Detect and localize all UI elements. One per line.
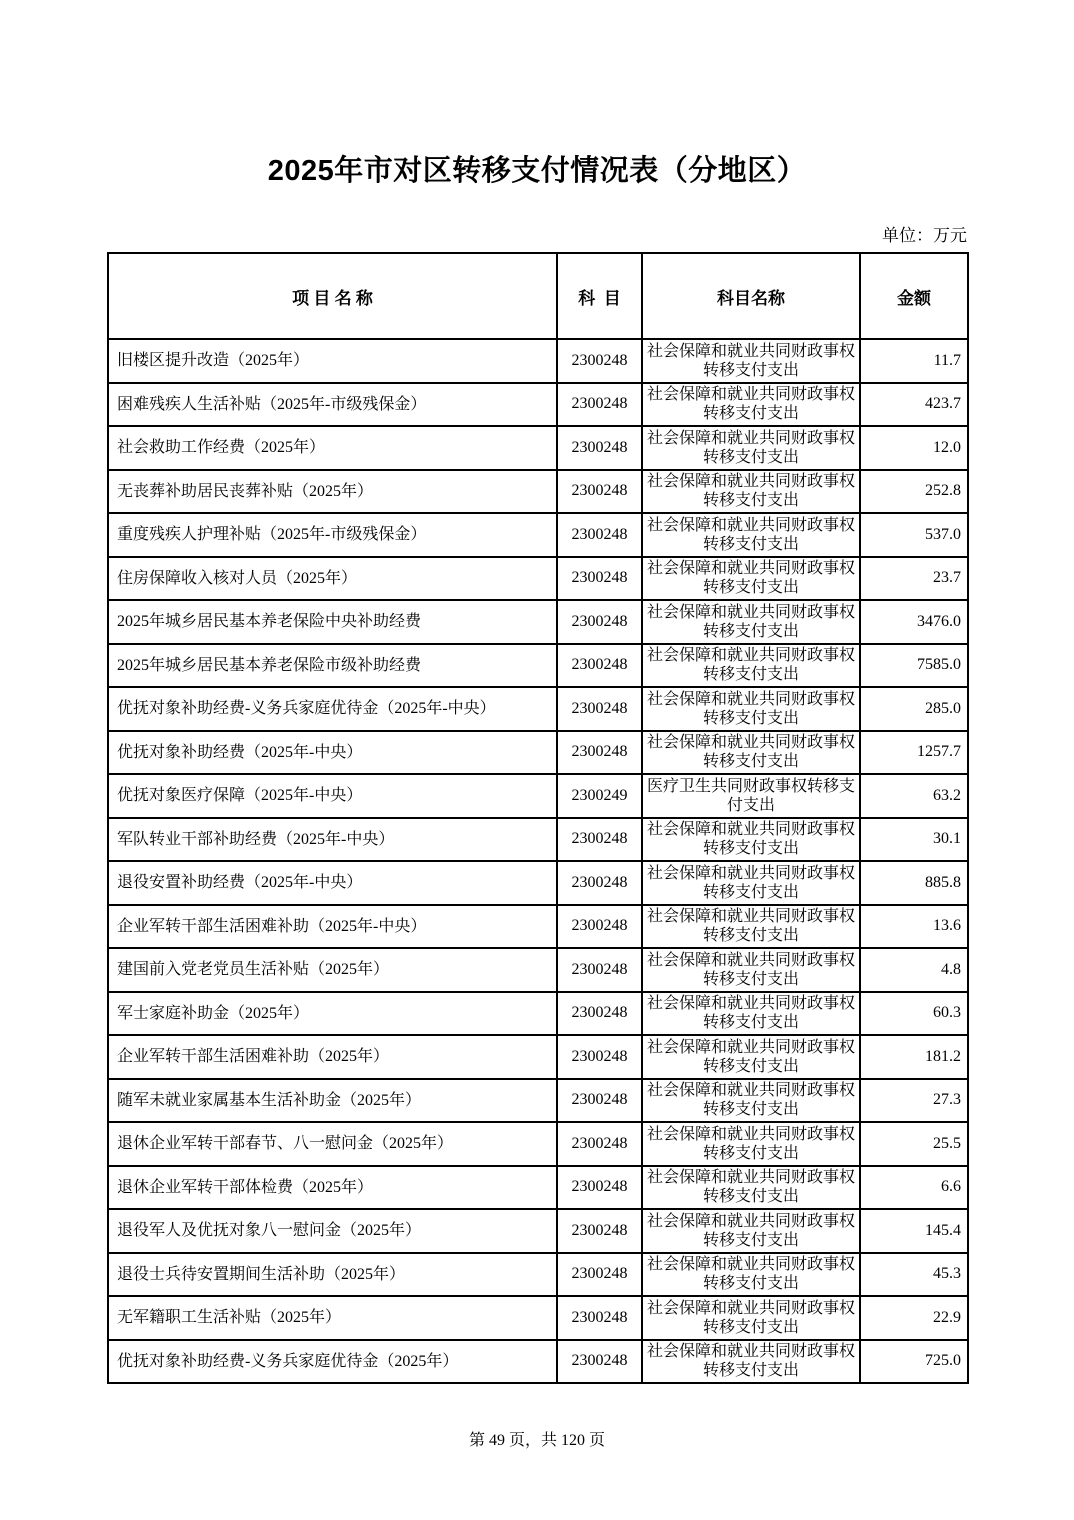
table-row — [108, 905, 968, 949]
amount-cell: 537.0 — [860, 513, 968, 557]
amount-cell: 181.2 — [860, 1035, 968, 1079]
subject-code-cell: 2300248 — [557, 557, 642, 601]
subject-name-cell: 社会保障和就业共同财政事权转移支付支出 — [642, 1166, 860, 1210]
project-name-cell: 军队转业干部补助经费（2025年-中央） — [108, 818, 557, 862]
amount-header: 金额 — [860, 253, 968, 339]
project-name-cell: 困难残疾人生活补贴（2025年-市级残保金） — [108, 383, 557, 427]
table-row — [108, 818, 968, 862]
subject-name-cell: 医疗卫生共同财政事权转移支付支出 — [642, 774, 860, 818]
amount-cell: 45.3 — [860, 1253, 968, 1297]
subject-name-cell: 社会保障和就业共同财政事权转移支付支出 — [642, 426, 860, 470]
table-row — [108, 600, 968, 644]
subject-code-cell: 2300248 — [557, 1340, 642, 1384]
amount-cell: 6.6 — [860, 1166, 968, 1210]
table-header-row — [108, 253, 968, 339]
subject-code-cell: 2300248 — [557, 383, 642, 427]
subject-code-cell: 2300248 — [557, 818, 642, 862]
unit-note: 单位：万元 — [882, 226, 967, 245]
table-row — [108, 513, 968, 557]
page-footer: 第 49 页，共 120 页 — [468, 1432, 605, 1449]
subject-code-cell: 2300248 — [557, 470, 642, 514]
subject-code-cell: 2300248 — [557, 731, 642, 775]
project-name-cell: 住房保障收入核对人员（2025年） — [108, 557, 557, 601]
table-body — [108, 339, 968, 1383]
project-name-cell: 2025年城乡居民基本养老保险中央补助经费 — [108, 600, 557, 644]
amount-cell: 30.1 — [860, 818, 968, 862]
table-row — [108, 1296, 968, 1340]
amount-cell: 3476.0 — [860, 600, 968, 644]
subject-name-cell: 社会保障和就业共同财政事权转移支付支出 — [642, 513, 860, 557]
subject-name-header: 科目名称 — [642, 253, 860, 339]
project-name-cell: 社会救助工作经费（2025年） — [108, 426, 557, 470]
amount-cell: 25.5 — [860, 1122, 968, 1166]
subject-code-cell: 2300248 — [557, 1253, 642, 1297]
table-row — [108, 339, 968, 383]
amount-cell: 252.8 — [860, 470, 968, 514]
amount-cell: 12.0 — [860, 426, 968, 470]
project-name-cell: 企业军转干部生活困难补助（2025年-中央） — [108, 905, 557, 949]
amount-cell: 11.7 — [860, 339, 968, 383]
project-name-cell: 2025年城乡居民基本养老保险市级补助经费 — [108, 644, 557, 688]
amount-cell: 22.9 — [860, 1296, 968, 1340]
project-name-cell: 军士家庭补助金（2025年） — [108, 992, 557, 1036]
subject-code-cell: 2300248 — [557, 426, 642, 470]
project-name-cell: 退役军人及优抚对象八一慰问金（2025年） — [108, 1209, 557, 1253]
project-name-header: 项 目 名 称 — [108, 253, 557, 339]
amount-cell: 13.6 — [860, 905, 968, 949]
table-row — [108, 1253, 968, 1297]
project-name-cell: 随军未就业家属基本生活补助金（2025年） — [108, 1079, 557, 1123]
subject-name-cell: 社会保障和就业共同财政事权转移支付支出 — [642, 339, 860, 383]
table-row — [108, 1122, 968, 1166]
subject-code-cell: 2300248 — [557, 513, 642, 557]
subject-name-cell: 社会保障和就业共同财政事权转移支付支出 — [642, 818, 860, 862]
table-row — [108, 383, 968, 427]
transfer-payment-table — [107, 252, 969, 1384]
subject-name-cell: 社会保障和就业共同财政事权转移支付支出 — [642, 1209, 860, 1253]
table-row — [108, 1079, 968, 1123]
subject-code-cell: 2300249 — [557, 774, 642, 818]
subject-name-cell: 社会保障和就业共同财政事权转移支付支出 — [642, 905, 860, 949]
subject-code-cell: 2300248 — [557, 948, 642, 992]
subject-code-cell: 2300248 — [557, 600, 642, 644]
amount-cell: 725.0 — [860, 1340, 968, 1384]
subject-name-cell: 社会保障和就业共同财政事权转移支付支出 — [642, 1122, 860, 1166]
subject-name-cell: 社会保障和就业共同财政事权转移支付支出 — [642, 1035, 860, 1079]
table-row — [108, 687, 968, 731]
project-name-cell: 退役安置补助经费（2025年-中央） — [108, 861, 557, 905]
subject-name-cell: 社会保障和就业共同财政事权转移支付支出 — [642, 1253, 860, 1297]
subject-name-cell: 社会保障和就业共同财政事权转移支付支出 — [642, 1296, 860, 1340]
amount-cell: 1257.7 — [860, 731, 968, 775]
table-row — [108, 948, 968, 992]
subject-name-cell: 社会保障和就业共同财政事权转移支付支出 — [642, 600, 860, 644]
page-title: 2025年市对区转移支付情况表（分地区） — [267, 155, 807, 187]
subject-name-cell: 社会保障和就业共同财政事权转移支付支出 — [642, 644, 860, 688]
subject-name-cell: 社会保障和就业共同财政事权转移支付支出 — [642, 687, 860, 731]
subject-name-cell: 社会保障和就业共同财政事权转移支付支出 — [642, 383, 860, 427]
table-row — [108, 1035, 968, 1079]
amount-cell: 23.7 — [860, 557, 968, 601]
subject-name-cell: 社会保障和就业共同财政事权转移支付支出 — [642, 861, 860, 905]
subject-code-cell: 2300248 — [557, 644, 642, 688]
table-row — [108, 470, 968, 514]
amount-cell: 60.3 — [860, 992, 968, 1036]
amount-cell: 423.7 — [860, 383, 968, 427]
project-name-cell: 建国前入党老党员生活补贴（2025年） — [108, 948, 557, 992]
project-name-cell: 企业军转干部生活困难补助（2025年） — [108, 1035, 557, 1079]
subject-code-cell: 2300248 — [557, 1166, 642, 1210]
subject-code-cell: 2300248 — [557, 992, 642, 1036]
subject-code-cell: 2300248 — [557, 1079, 642, 1123]
subject-code-cell: 2300248 — [557, 1122, 642, 1166]
table-row — [108, 1166, 968, 1210]
amount-cell: 4.8 — [860, 948, 968, 992]
project-name-cell: 无军籍职工生活补贴（2025年） — [108, 1296, 557, 1340]
project-name-cell: 退休企业军转干部春节、八一慰问金（2025年） — [108, 1122, 557, 1166]
table-row — [108, 426, 968, 470]
project-name-cell: 重度残疾人护理补贴（2025年-市级残保金） — [108, 513, 557, 557]
project-name-cell: 退休企业军转干部体检费（2025年） — [108, 1166, 557, 1210]
subject-code-cell: 2300248 — [557, 905, 642, 949]
subject-name-cell: 社会保障和就业共同财政事权转移支付支出 — [642, 1340, 860, 1384]
table-row — [108, 992, 968, 1036]
subject-name-cell: 社会保障和就业共同财政事权转移支付支出 — [642, 992, 860, 1036]
table-row — [108, 1209, 968, 1253]
subject-code-cell: 2300248 — [557, 861, 642, 905]
subject-name-cell: 社会保障和就业共同财政事权转移支付支出 — [642, 731, 860, 775]
subject-code-cell: 2300248 — [557, 1296, 642, 1340]
table-row — [108, 861, 968, 905]
table-row — [108, 731, 968, 775]
amount-cell: 27.3 — [860, 1079, 968, 1123]
subject-code-cell: 2300248 — [557, 1209, 642, 1253]
project-name-cell: 无丧葬补助居民丧葬补贴（2025年） — [108, 470, 557, 514]
subject-name-cell: 社会保障和就业共同财政事权转移支付支出 — [642, 948, 860, 992]
project-name-cell: 优抚对象补助经费-义务兵家庭优待金（2025年） — [108, 1340, 557, 1384]
table-row — [108, 644, 968, 688]
project-name-cell: 旧楼区提升改造（2025年） — [108, 339, 557, 383]
amount-cell: 63.2 — [860, 774, 968, 818]
project-name-cell: 优抚对象医疗保障（2025年-中央） — [108, 774, 557, 818]
subject-code-cell: 2300248 — [557, 687, 642, 731]
subject-name-cell: 社会保障和就业共同财政事权转移支付支出 — [642, 1079, 860, 1123]
amount-cell: 885.8 — [860, 861, 968, 905]
project-name-cell: 优抚对象补助经费-义务兵家庭优待金（2025年-中央） — [108, 687, 557, 731]
subject-name-cell: 社会保障和就业共同财政事权转移支付支出 — [642, 557, 860, 601]
table-row — [108, 1340, 968, 1384]
subject-name-cell: 社会保障和就业共同财政事权转移支付支出 — [642, 470, 860, 514]
amount-cell: 145.4 — [860, 1209, 968, 1253]
amount-cell: 7585.0 — [860, 644, 968, 688]
project-name-cell: 优抚对象补助经费（2025年-中央） — [108, 731, 557, 775]
subject-code-header: 科 目 — [557, 253, 642, 339]
subject-code-cell: 2300248 — [557, 339, 642, 383]
subject-code-cell: 2300248 — [557, 1035, 642, 1079]
project-name-cell: 退役士兵待安置期间生活补助（2025年） — [108, 1253, 557, 1297]
table-row — [108, 774, 968, 818]
table-row — [108, 557, 968, 601]
amount-cell: 285.0 — [860, 687, 968, 731]
